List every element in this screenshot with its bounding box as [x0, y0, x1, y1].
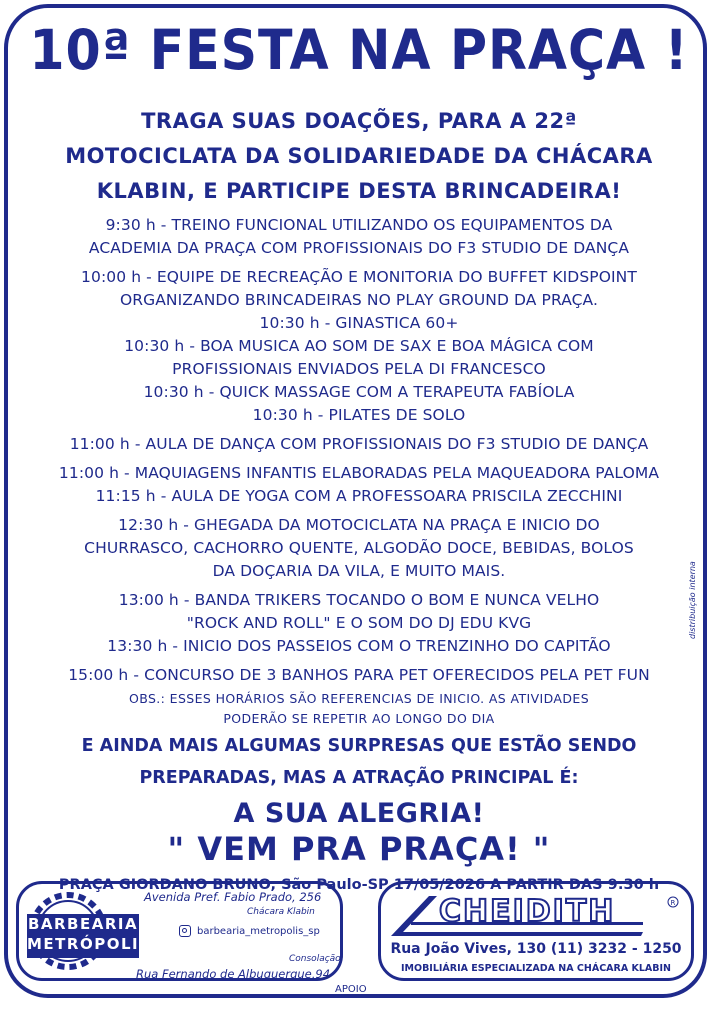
schedule-line: 11:00 h - MAQUIAGENS INFANTIS ELABORADAS PELA MAQUEADORA PALOMA	[58, 464, 660, 482]
cheidith-logo-text: CHEIDITH	[439, 894, 616, 929]
schedule-line: 10:30 h - GINASTICA 60+	[259, 314, 459, 332]
barbearia-consolacao-label: Consolação:	[289, 954, 344, 964]
side-note: distribuição interna	[688, 561, 697, 639]
note-line: OBS.: ESSES HORÁRIOS SÃO REFERENCIAS DE INICIO. AS ATIVIDADES	[128, 691, 590, 706]
intro-text	[0, 104, 718, 209]
schedule-line: 10:30 h - QUICK MASSAGE COM A TERAPEUTA FABÍOLA	[143, 383, 575, 401]
schedule-line: CHURRASCO, CACHORRO QUENTE, ALGODÃO DOCE, BEBIDAS, BOLOS	[84, 539, 634, 557]
schedule-line: DA DOÇARIA DA VILA, E MUITO MAIS.	[212, 562, 506, 580]
schedule-line: 10:00 h - EQUIPE DE RECREAÇÃO E MONITORIA DO BUFFET KIDSPOINT	[81, 268, 637, 286]
schedule-line: 10:30 h - PILATES DE SOLO	[252, 406, 466, 424]
poster-title: 10ª FESTA NA PRAÇA !	[29, 18, 689, 82]
schedule-line: PROFISSIONAIS ENVIADOS PELA DI FRANCESCO	[172, 360, 546, 378]
schedule-line: 12:30 h - GHEGADA DA MOTOCICLATA NA PRAÇA E INICIO DO	[118, 516, 600, 534]
barbearia-logo	[27, 914, 152, 958]
schedule	[0, 214, 718, 895]
cheidith-tagline: IMOBILIÁRIA ESPECIALIZADA NA CHÁCARA KLABIN	[401, 963, 671, 974]
schedule-line: 13:30 h - INICIO DOS PASSEIOS COM O TRENZINHO DO CAPITÃO	[107, 637, 611, 655]
barbearia-instagram[interactable]: barbearia_metropolis_sp	[197, 926, 320, 937]
barbearia-name-line: BARBEARIA	[27, 915, 139, 933]
more-line: PREPARADAS, MAS A ATRAÇÃO PRINCIPAL É:	[139, 768, 579, 788]
schedule-line: 10:30 h - BOA MUSICA AO SOM DE SAX E BOA MÁGICA COM	[124, 337, 594, 355]
intro-line: TRAGA SUAS DOAÇÕES, PARA A 22ª	[141, 109, 577, 133]
schedule-line: 11:15 h - AULA DE YOGA COM A PROFESSOARA PRISCILA ZECCHINI	[95, 487, 623, 505]
more-line: E AINDA MAIS ALGUMAS SURPRESAS QUE ESTÃO SENDO	[81, 736, 637, 756]
barbearia-name-line: METRÓPOLIS	[27, 935, 152, 953]
schedule-line: 13:00 h - BANDA TRIKERS TOCANDO O BOM E NUNCA VELHO	[118, 591, 600, 609]
barbearia-street: Rua Fernando de Albuquerque,94	[136, 967, 331, 981]
cheidith-logo	[391, 892, 687, 942]
barbearia-address: Avenida Pref. Fabio Prado, 256	[144, 890, 322, 904]
schedule-line: ORGANIZANDO BRINCADEIRAS NO PLAY GROUND DA PRAÇA.	[119, 291, 599, 309]
slogan-alegria: A SUA ALEGRIA!	[233, 798, 485, 829]
intro-line: KLABIN, E PARTICIPE DESTA BRINCADEIRA!	[96, 179, 622, 203]
schedule-line: 15:00 h - CONCURSO DE 3 BANHOS PARA PET OFERECIDOS PELA PET FUN	[68, 666, 650, 684]
slogan-vem-pra-praca: " VEM PRA PRAÇA! "	[167, 830, 551, 868]
cheidith-contact: Rua João Vives, 130 (11) 3232 - 1250	[390, 941, 682, 957]
note-line: PODERÃO SE REPETIR AO LONGO DO DIA	[223, 711, 495, 726]
svg-text:R: R	[670, 899, 676, 907]
barbearia-neighborhood: Chácara Klabin	[247, 907, 315, 917]
schedule-line: 9:30 h - TREINO FUNCIONAL UTILIZANDO OS EQUIPAMENTOS DA	[105, 216, 613, 234]
apoio-label: APOIO	[335, 984, 367, 995]
event-address: PRAÇA GIORDANO BRUNO, São Paulo-SP 17/05/2026 A PARTIR DAS 9:30 h	[58, 877, 660, 893]
intro-line: MOTOCICLATA DA SOLIDARIEDADE DA CHÁCARA	[65, 144, 653, 168]
instagram-icon	[179, 925, 191, 937]
barbearia-sponsor[interactable]	[16, 881, 343, 981]
cheidith-sponsor[interactable]	[378, 881, 694, 981]
schedule-line: ACADEMIA DA PRAÇA COM PROFISSIONAIS DO F3 STUDIO DE DANÇA	[88, 239, 630, 257]
schedule-line: 11:00 h - AULA DE DANÇA COM PROFISSIONAIS DO F3 STUDIO DE DANÇA	[69, 435, 649, 453]
schedule-line: "ROCK AND ROLL" E O SOM DO DJ EDU KVG	[186, 614, 532, 632]
